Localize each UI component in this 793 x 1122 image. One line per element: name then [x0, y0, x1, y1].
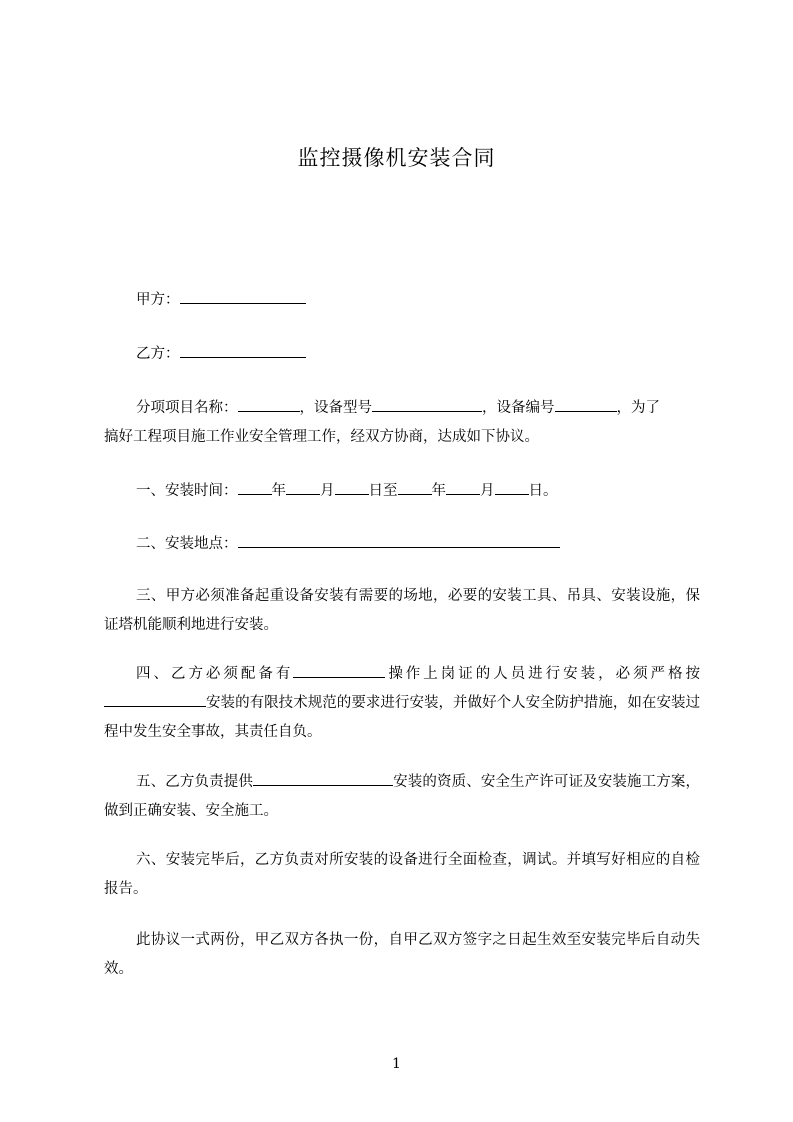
model-label: ，设备型号 — [299, 400, 372, 416]
clause-3: 三、甲方必须准备起重设备安装有需要的场地，必要的安装工具、吊具、安装设施，保证塔机能顺利地进行安装。 — [104, 588, 700, 633]
day-blank-1 — [335, 480, 369, 495]
closing-paragraph: 此协议一式两份，甲乙双方各执一份，自甲乙双方签字之日起生效至安装完毕后自动失效。 — [104, 932, 700, 977]
clause-4 — [104, 660, 700, 747]
clause-5-part1: 五、乙方负责提供 — [136, 774, 253, 790]
model-blank — [372, 397, 482, 412]
party-b-blank — [180, 343, 306, 358]
item-paragraph-line2 — [104, 423, 700, 452]
party-a-blank — [180, 289, 306, 304]
month-label-2: 月 — [480, 483, 495, 499]
day-blank-2 — [495, 480, 529, 495]
clause-4-part2: 操作上岗证的人员进行安装，必须严格按 — [385, 666, 701, 682]
clause-4-cert-blank — [293, 663, 385, 678]
item-name-blank — [238, 397, 300, 412]
item-paragraph — [104, 394, 700, 423]
clause-4-part3: 安装的有限技术规范的要求进行安装，并做好个人安全防护措施，如在安装过程中发生安全事故，其责任自负。 — [104, 695, 700, 740]
serial-blank — [555, 397, 617, 412]
install-time-label: 一、安装时间： — [136, 483, 238, 499]
page-number: 1 — [392, 1056, 401, 1072]
clause-4-part1: 四、乙方必须配备有 — [136, 666, 294, 682]
item-tail: ，为了 — [616, 400, 660, 416]
month-blank-2 — [446, 480, 480, 495]
install-place-label: 二、安装地点： — [136, 536, 238, 552]
clause-5-part2: 安装的资质、安全生产许可证及安装施工方案，做到正确安装、安全施工。 — [104, 774, 701, 819]
party-b-label: 乙方： — [136, 346, 180, 362]
year-label-2: 年 — [431, 483, 446, 499]
year-label-1: 年 — [271, 483, 286, 499]
item-purpose: 搞好工程项目施工作业安全管理工作，经双方协商，达成如下协议。 — [104, 429, 539, 445]
party-a-label: 甲方： — [136, 292, 180, 308]
clause-6: 六、安装完毕后，乙方负责对所安装的设备进行全面检查，调试。并填写好相应的自检报告。 — [104, 852, 700, 897]
year-blank-2 — [398, 480, 432, 495]
month-blank-1 — [286, 480, 320, 495]
month-label-1: 月 — [320, 483, 335, 499]
day-label-2: 日。 — [528, 483, 558, 499]
party-b-line — [136, 340, 732, 369]
install-time-line — [136, 477, 732, 506]
clause-5 — [104, 768, 700, 826]
install-place-line — [136, 530, 732, 559]
party-a-line — [136, 286, 732, 315]
clause-4-spec-blank — [104, 692, 206, 707]
document-title: 监控摄像机安装合同 — [297, 146, 496, 170]
install-place-blank — [238, 533, 560, 548]
clause-5-blank — [253, 771, 393, 786]
serial-label: ，设备编号 — [482, 400, 555, 416]
item-name-label: 分项项目名称： — [136, 400, 238, 416]
day-to-label: 日至 — [368, 483, 398, 499]
year-blank-1 — [238, 480, 272, 495]
